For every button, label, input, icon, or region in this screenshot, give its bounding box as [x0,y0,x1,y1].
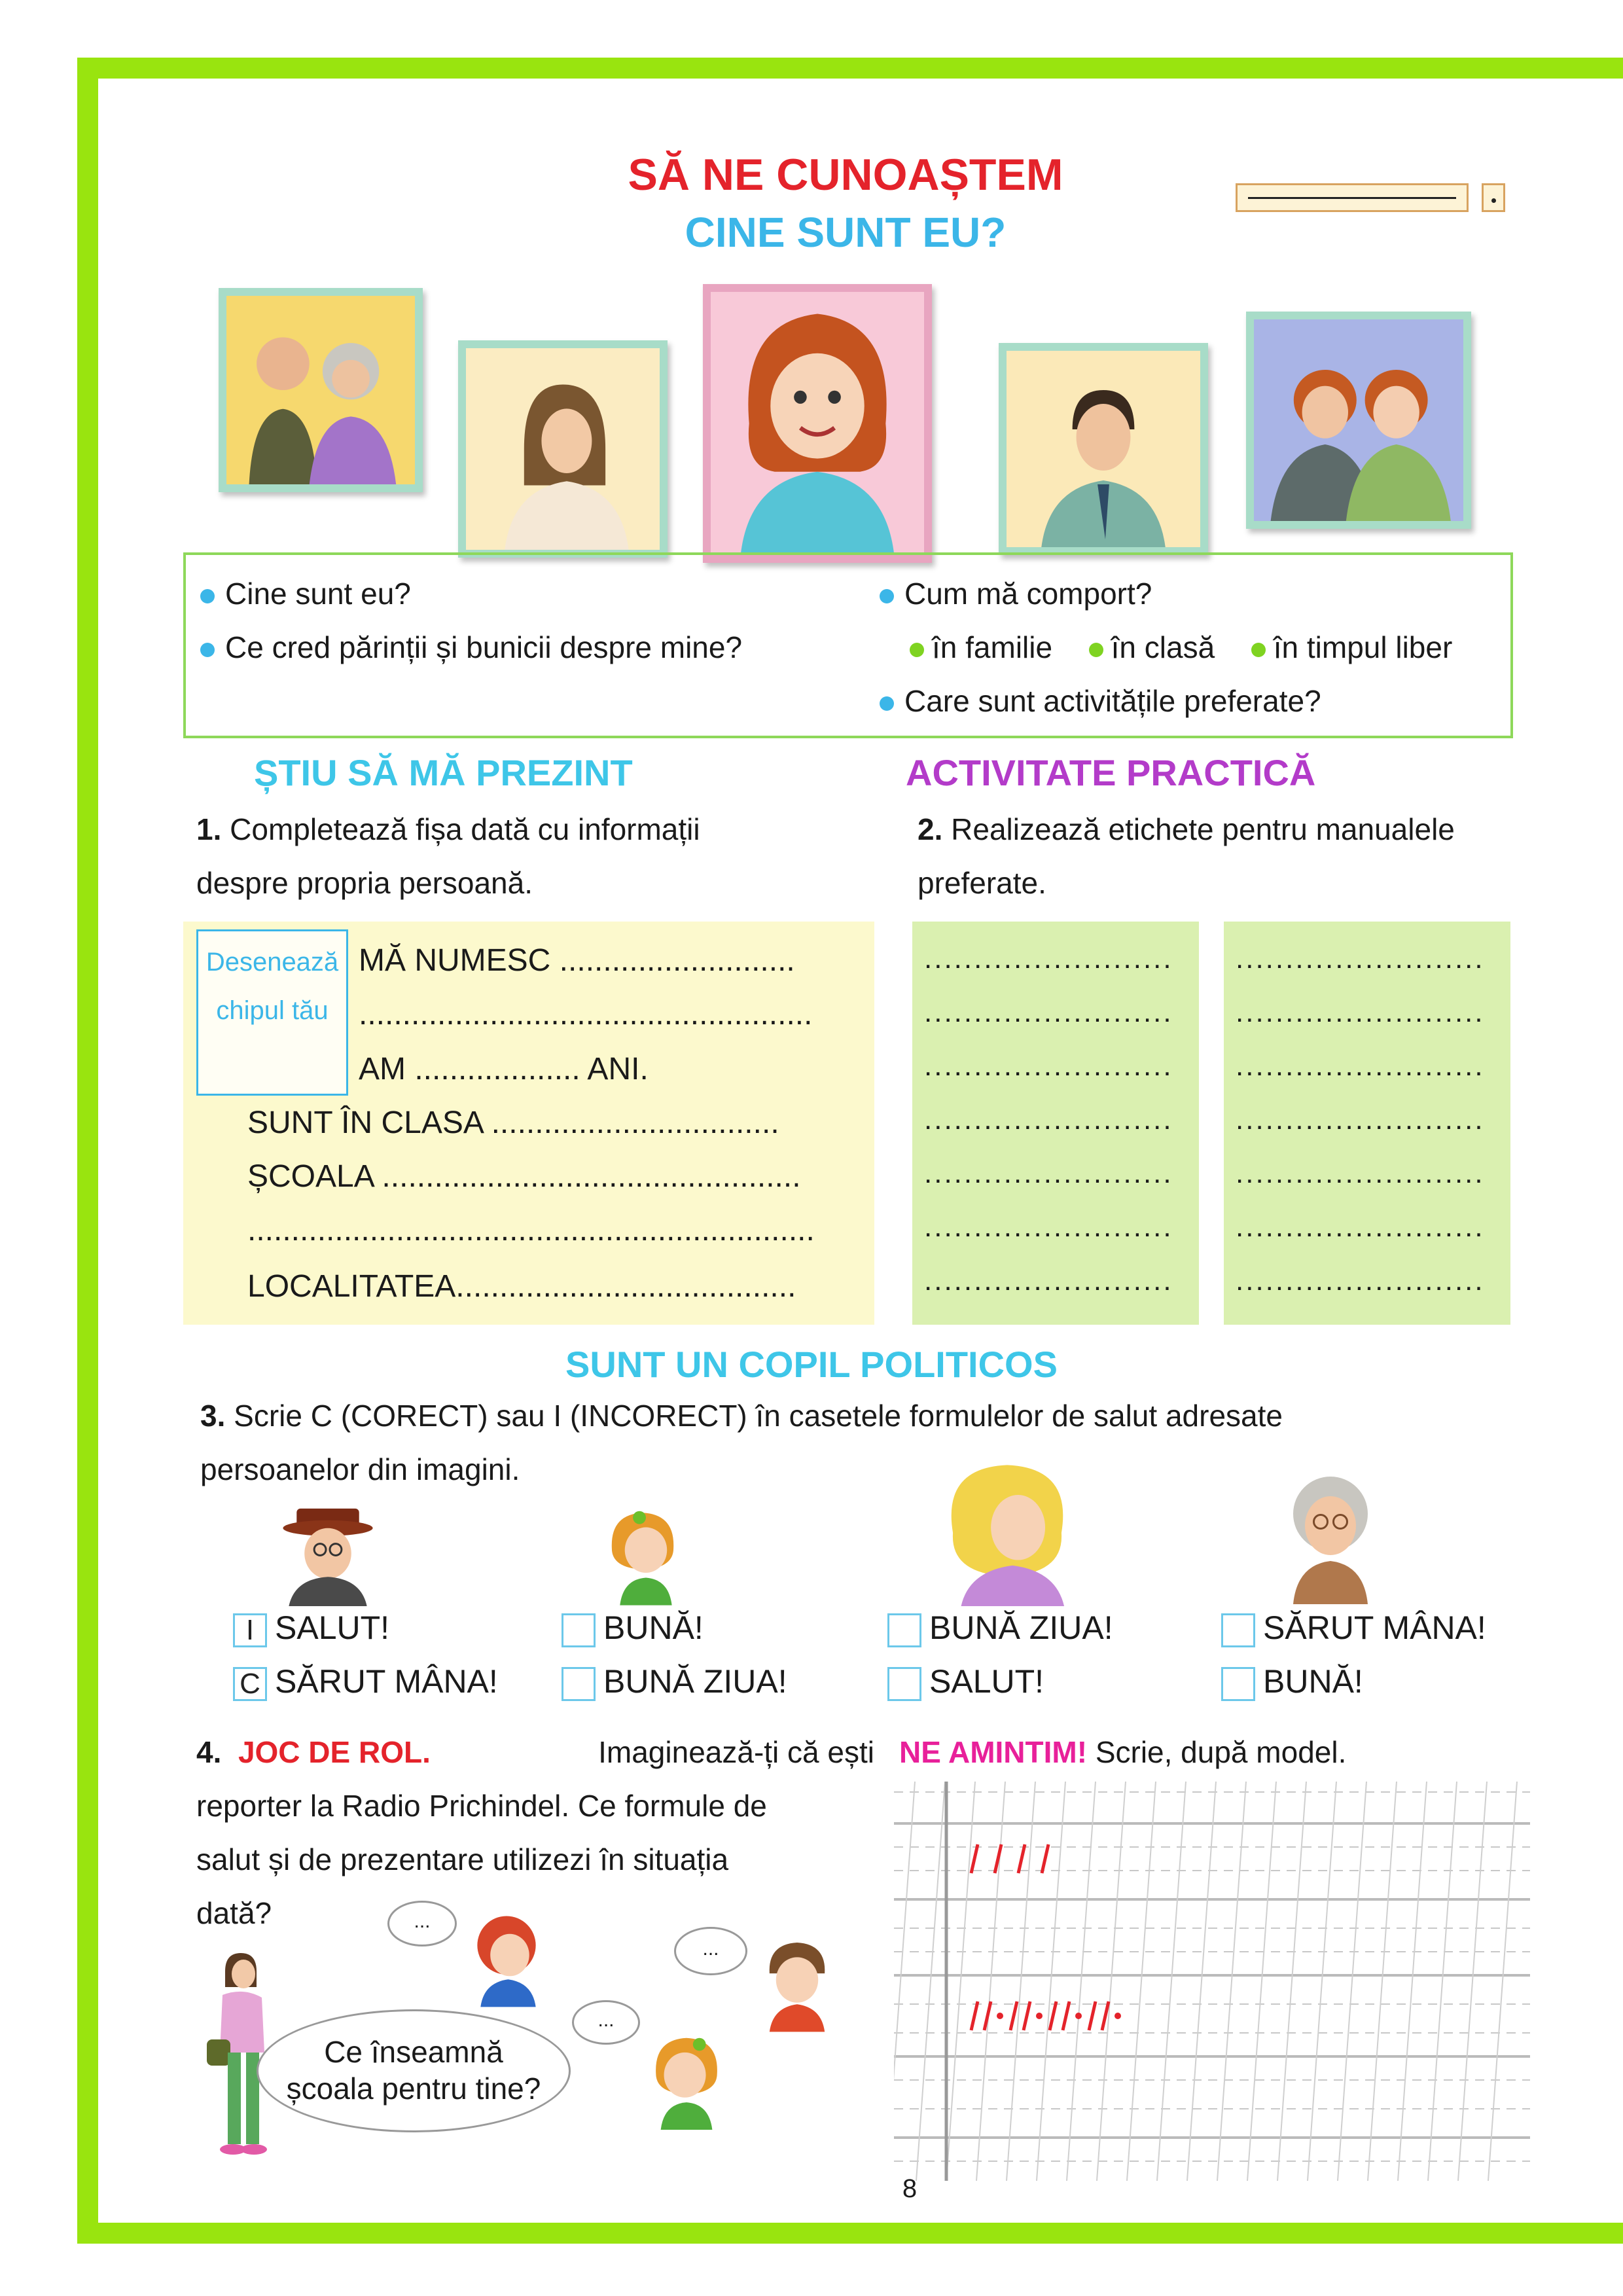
answer-checkbox[interactable] [562,1667,596,1701]
label-dotted-line[interactable]: ......................... [924,1157,1173,1189]
label-dotted-line[interactable]: ......................... [1236,1211,1485,1243]
exercise-4-text: 4. JOC DE ROL. Imaginează-ți că ești reporter la Radio Prichindel. Ce formule de salut și de prezentare utilizezi în situația dată? [196,1735,874,1930]
slant-line [1428,1782,1457,2181]
bullet-icon [880,696,894,711]
answer-checkbox[interactable] [1221,1613,1255,1647]
slant-line [894,1782,915,2181]
woman-illustration [938,1457,1076,1606]
girl-blonde-illustration [644,2025,729,2130]
model-stroke [1024,2001,1030,2030]
slant-line [1127,1782,1156,2181]
bullet-icon [1251,643,1266,657]
slant-line [1187,1782,1216,2181]
greeting-option: BUNĂ! [1221,1662,1363,1701]
question-item: Care sunt activitățile preferate? [880,683,1321,719]
bullet-icon [200,643,215,657]
label-dotted-line[interactable]: ......................... [924,1265,1173,1297]
book-label-lines[interactable] [1236,942,1485,1318]
question-item: Ce cred părinții și bunicii despre mine? [200,630,742,665]
label-dotted-line[interactable]: ......................... [924,996,1173,1028]
label-dotted-line[interactable]: ......................... [924,1103,1173,1136]
question-subitems: în familie în clasă în timpul liber [910,630,1452,665]
exercise-2-text: 2. Realizează etichete pentru manualele preferate. [918,812,1455,900]
slant-line [1338,1782,1366,2181]
greeting-option: BUNĂ ZIUA! [562,1662,787,1701]
grandmother-illustration [1281,1466,1380,1605]
section-heading-present: ȘTIU SĂ MĂ PREZINT [254,752,633,793]
slant-line [1277,1782,1306,2181]
slant-line [1037,1782,1065,2181]
answer-checkbox[interactable]: C [233,1667,267,1701]
greeting-option: SALUT! [887,1662,1044,1701]
model-stroke [995,1844,1001,1873]
page-subtitle: CINE SUNT EU? [685,209,1007,256]
model-dot [1075,2013,1082,2019]
slant-line [1067,1782,1096,2181]
date-dot-field[interactable] [1482,183,1505,212]
label-dotted-line[interactable]: ......................... [1236,1157,1485,1189]
draw-face-box[interactable] [196,929,348,1096]
section-heading-practical: ACTIVITATE PRACTICĂ [906,752,1316,793]
bullet-icon [1089,643,1103,657]
greeting-option: BUNĂ! [562,1609,704,1647]
page-frame-bottom [77,2223,1623,2244]
exercise-3-text: 3. Scrie C (CORECT) sau I (INCORECT) în casetele formulelor de salut adresate persoanelor din imagini. [200,1399,1283,1486]
small-speech-bubble: ... [572,2000,640,2045]
age-field[interactable]: AM ................... ANI. [359,1052,649,1086]
model-stroke [971,1844,978,1873]
date-field[interactable] [1236,183,1469,212]
model-dot [997,2013,1003,2019]
girl-illustration [602,1499,683,1606]
label-dotted-line[interactable]: ......................... [924,1211,1173,1243]
page-number: 8 [902,2174,918,2203]
slant-line [1308,1782,1336,2181]
portrait-girl [703,284,932,563]
slant-line [916,1782,945,2181]
greeting-option: SĂRUT MÂNA! [1221,1609,1486,1647]
answer-checkbox[interactable] [562,1613,596,1647]
question-item: Cine sunt eu? [200,576,411,611]
draw-label: Desenează [205,948,339,977]
name-field-cont[interactable]: .................................................... [359,997,813,1031]
exercise-1-text: 1. Completează fișa dată cu informații despre propria persoană. [196,812,700,900]
greeting-option: C SĂRUT MÂNA! [233,1662,498,1701]
school-field-cont[interactable]: ................................................................. [247,1213,815,1247]
label-dotted-line[interactable]: ......................... [924,942,1173,975]
slant-line [1488,1782,1517,2181]
label-dotted-line[interactable]: ......................... [1236,1103,1485,1136]
draw-label: chipul tău [216,996,329,1025]
page-frame-left [77,58,98,2244]
model-stroke [1018,1844,1025,1873]
answer-checkbox[interactable] [1221,1667,1255,1701]
class-field[interactable]: SUNT ÎN CLASA ................................. [247,1105,779,1140]
label-dotted-line[interactable]: ......................... [1236,1050,1485,1082]
section-heading-polite: SUNT UN COPIL POLITICOS [565,1344,1058,1385]
slant-line [976,1782,1005,2181]
boy-red-hair-illustration [466,1909,547,2008]
name-field[interactable]: MĂ NUMESC ........................... [359,943,795,978]
model-dot [1036,2013,1043,2019]
slant-line [1398,1782,1427,2181]
remember-instruction: NE AMINTIM! Scrie, după model. [899,1735,1347,1769]
portrait-mother [458,340,668,558]
model-stroke [1089,2001,1096,2030]
model-stroke [1050,2001,1056,2030]
speech-bubble: Ce înseamnă școala pentru tine? [257,2009,571,2132]
portrait-father [999,343,1208,555]
model-dot [1115,2013,1121,2019]
label-dotted-line[interactable]: ......................... [1236,1265,1485,1297]
answer-checkbox[interactable]: I [233,1613,267,1647]
portrait-siblings [1246,312,1471,529]
model-stroke [971,2001,978,2030]
bullet-icon [880,589,894,603]
ruled-lines [894,1782,1530,2181]
slant-line [1217,1782,1246,2181]
small-speech-bubble: ... [387,1901,457,1946]
slant-line [1247,1782,1276,2181]
handwriting-practice-grid[interactable] [894,1782,1530,2181]
slant-line [1458,1782,1487,2181]
bullet-icon [200,589,215,603]
slant-line [1097,1782,1126,2181]
question-item: Cum mă comport? [880,576,1152,611]
locality-field[interactable]: LOCALITATEA....................................... [247,1269,796,1304]
small-speech-bubble: ... [674,1927,747,1975]
answer-checkbox[interactable] [887,1667,921,1701]
greeting-option: BUNĂ ZIUA! [887,1609,1113,1647]
grandfather-illustration [279,1499,377,1606]
slant-line [1007,1782,1035,2181]
book-label-lines[interactable] [924,942,1173,1318]
school-field[interactable]: ȘCOALA ................................................ [247,1159,801,1194]
model-stroke [1063,2001,1069,2030]
label-dotted-line[interactable]: ......................... [1236,996,1485,1028]
page-frame-top [77,58,1623,79]
model-stroke [1042,1844,1048,1873]
page-title: SĂ NE CUNOAȘTEM [628,150,1063,200]
slant-line [946,1782,975,2181]
model-stroke [1010,2001,1017,2030]
slant-line [1368,1782,1397,2181]
boy-brown-hair-illustration [757,1933,838,2033]
greeting-option: I SALUT! [233,1609,389,1647]
answer-checkbox[interactable] [887,1613,921,1647]
label-dotted-line[interactable]: ......................... [1236,942,1485,975]
label-dotted-line[interactable]: ......................... [924,1050,1173,1082]
bullet-icon [910,643,924,657]
slant-line [1157,1782,1186,2181]
portrait-grandparents [219,288,423,492]
